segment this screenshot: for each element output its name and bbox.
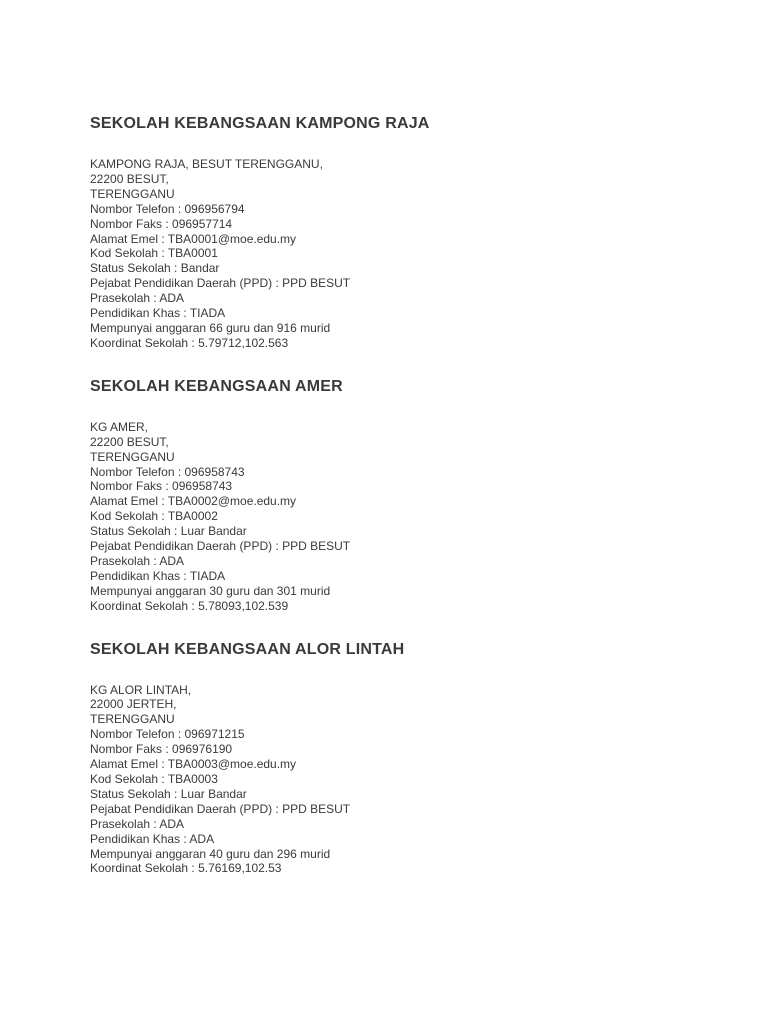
school-name: SEKOLAH KEBANGSAAN KAMPONG RAJA [90, 115, 430, 132]
phone-number: Nombor Telefon : 096958743 [90, 464, 245, 479]
address-line-1: KG AMER, [90, 419, 149, 434]
school-coordinates: Koordinat Sekolah : 5.79712,102.563 [90, 335, 289, 350]
fax-number: Nombor Faks : 096958743 [90, 479, 233, 494]
school-details [90, 683, 730, 877]
school-details [90, 420, 730, 614]
school-entry-alor-lintah [90, 638, 730, 877]
school-coordinates: Koordinat Sekolah : 5.76169,102.53 [90, 861, 282, 876]
school-status: Status Sekolah : Bandar [90, 261, 220, 276]
school-entry-amer [90, 375, 730, 614]
school-name: SEKOLAH KEBANGSAAN AMER [90, 377, 343, 395]
district-office: Pejabat Pendidikan Daerah (PPD) : PPD BESUT [90, 801, 351, 816]
preschool: Prasekolah : ADA [90, 291, 185, 306]
address-line-3: TERENGGANU [90, 186, 175, 201]
phone-number: Nombor Telefon : 096971215 [90, 727, 245, 742]
address-line-2: 22200 BESUT, [90, 434, 169, 449]
email-address: Alamat Emel : TBA0003@moe.edu.my [90, 757, 297, 772]
email-address: Alamat Emel : TBA0002@moe.edu.my [90, 494, 297, 509]
school-entry-kampong-raja [90, 112, 730, 351]
teacher-student-count: Mempunyai anggaran 40 guru dan 296 murid [90, 846, 331, 861]
district-office: Pejabat Pendidikan Daerah (PPD) : PPD BESUT [90, 276, 351, 291]
school-status: Status Sekolah : Luar Bandar [90, 786, 247, 801]
address-line-2: 22200 BESUT, [90, 171, 169, 186]
preschool: Prasekolah : ADA [90, 816, 185, 831]
special-education: Pendidikan Khas : TIADA [90, 306, 226, 321]
school-details [90, 157, 730, 351]
special-education: Pendidikan Khas : ADA [90, 831, 215, 846]
special-education: Pendidikan Khas : TIADA [90, 568, 226, 583]
phone-number: Nombor Telefon : 096956794 [90, 201, 245, 216]
teacher-student-count: Mempunyai anggaran 66 guru dan 916 murid [90, 320, 331, 335]
preschool: Prasekolah : ADA [90, 553, 185, 568]
email-address: Alamat Emel : TBA0001@moe.edu.my [90, 231, 297, 246]
fax-number: Nombor Faks : 096957714 [90, 216, 233, 231]
teacher-student-count: Mempunyai anggaran 30 guru dan 301 murid [90, 583, 331, 598]
school-code: Kod Sekolah : TBA0001 [90, 246, 218, 261]
school-coordinates: Koordinat Sekolah : 5.78093,102.539 [90, 598, 289, 613]
address-line-2: 22000 JERTEH, [90, 697, 177, 712]
school-code: Kod Sekolah : TBA0002 [90, 509, 218, 524]
address-line-3: TERENGGANU [90, 449, 175, 464]
address-line-1: KG ALOR LINTAH, [90, 682, 192, 697]
district-office: Pejabat Pendidikan Daerah (PPD) : PPD BESUT [90, 539, 351, 554]
document-page [90, 112, 730, 876]
school-name: SEKOLAH KEBANGSAAN ALOR LINTAH [90, 640, 405, 658]
fax-number: Nombor Faks : 096976190 [90, 742, 233, 757]
address-line-1: KAMPONG RAJA, BESUT TERENGGANU, [90, 157, 323, 171]
address-line-3: TERENGGANU [90, 712, 175, 727]
school-status: Status Sekolah : Luar Bandar [90, 524, 247, 539]
school-code: Kod Sekolah : TBA0003 [90, 772, 218, 786]
